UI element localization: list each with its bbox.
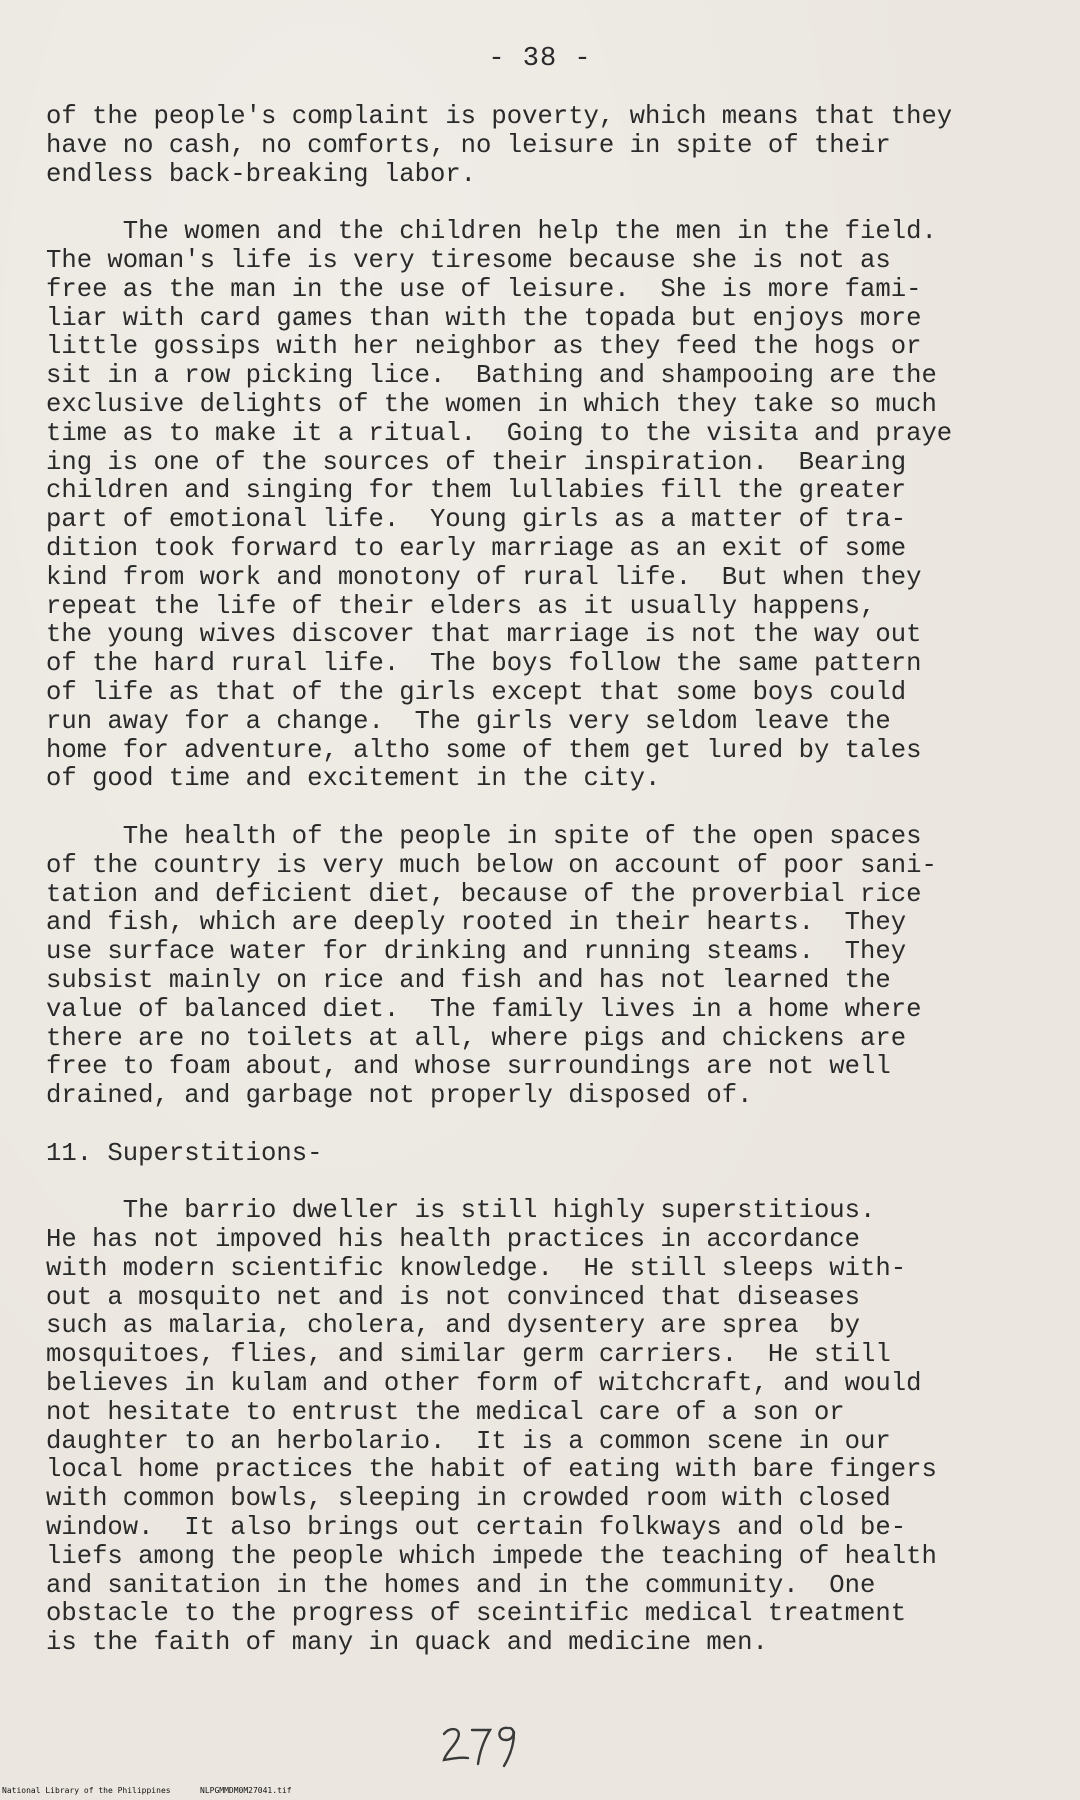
text-line: local home practices the habit of eating with bare fingers: [46, 1455, 937, 1485]
text-line: liar with card games than with the topada but enjoys more: [46, 303, 922, 333]
paragraph-gap: [46, 1111, 1056, 1140]
text-line: liefs among the people which impede the teaching of health: [46, 1541, 937, 1571]
paragraph-women-children: [46, 218, 1056, 794]
handwritten-page-mark: [438, 1720, 528, 1770]
text-line: out a mosquito net and is not convinced that diseases: [46, 1282, 861, 1312]
text-line: of life as that of the girls except that some boys could: [46, 677, 907, 707]
text-line: ing is one of the sources of their inspiration. Bearing: [46, 447, 907, 477]
scan-footer: [0, 1785, 1080, 1800]
text-line: with modern scientific knowledge. He still sleeps with-: [46, 1253, 907, 1283]
paragraph-gap: [46, 794, 1056, 823]
paragraph-gap: [46, 1168, 1056, 1197]
text-line: The women and the children help the men in the field.: [46, 217, 937, 247]
text-line: children and singing for them lullabies fill the greater: [46, 476, 907, 506]
text-line: subsist mainly on rice and fish and has not learned the: [46, 965, 891, 995]
text-line: and sanitation in the homes and in the community. One: [46, 1570, 876, 1600]
text-line: of the country is very much below on account of poor sani-: [46, 850, 937, 880]
text-line: dition took forward to early marriage as an exit of some: [46, 533, 907, 563]
text-line: with common bowls, sleeping in crowded room with closed: [46, 1484, 891, 1514]
paragraph-health: [46, 823, 1056, 1111]
text-line: of good time and excitement in the city.: [46, 764, 661, 794]
text-line: The barrio dweller is still highly superstitious.: [46, 1196, 876, 1226]
text-line: not hesitate to entrust the medical care of a son or: [46, 1397, 845, 1427]
text-line: sit in a row picking lice. Bathing and shampooing are the: [46, 361, 937, 391]
text-line: use surface water for drinking and running steams. They: [46, 937, 907, 967]
footer-library-name: National Library of the Philippines: [2, 1786, 171, 1795]
text-line: daughter to an herbolario. It is a common scene in our: [46, 1426, 891, 1456]
text-line: free as the man in the use of leisure. She is more fami-: [46, 274, 922, 304]
text-line: The woman's life is very tiresome because she is not as: [46, 245, 891, 275]
text-line: endless back-breaking labor.: [46, 159, 477, 189]
text-line: such as malaria, cholera, and dysentery are sprea by: [46, 1311, 861, 1341]
text-line: and fish, which are deeply rooted in their hearts. They: [46, 908, 907, 938]
text-line: exclusive delights of the women in which they take so much: [46, 389, 937, 419]
text-line: believes in kulam and other form of witchcraft, and would: [46, 1369, 922, 1399]
paragraph-gap: [46, 189, 1056, 218]
text-line: free to foam about, and whose surroundings are not well: [46, 1052, 891, 1082]
text-line: time as to make it a ritual. Going to the visita and praye: [46, 418, 953, 448]
section-heading: [46, 1140, 1056, 1169]
text-line: mosquitoes, flies, and similar germ carriers. He still: [46, 1340, 891, 1370]
text-line: window. It also brings out certain folkways and old be-: [46, 1513, 907, 1543]
text-line: there are no toilets at all, where pigs and chickens are: [46, 1023, 907, 1053]
document-body: [46, 103, 1056, 1658]
text-line: is the faith of many in quack and medicine men.: [46, 1628, 768, 1658]
footer-file-id: NLPGMMDM0M27041.tif: [200, 1786, 292, 1795]
text-line: have no cash, no comforts, no leisure in spite of their: [46, 130, 891, 160]
text-line: of the hard rural life. The boys follow the same pattern: [46, 649, 922, 679]
text-line: of the people's complaint is poverty, which means that they: [46, 102, 953, 131]
text-line: He has not impoved his health practices in accordance: [46, 1225, 861, 1255]
text-line: the young wives discover that marriage is not the way out: [46, 620, 922, 650]
text-line: value of balanced diet. The family lives in a home where: [46, 994, 922, 1024]
text-line: drained, and garbage not properly disposed of.: [46, 1081, 753, 1111]
paragraph-poverty: [46, 103, 1056, 189]
page-number: - 38 -: [488, 44, 592, 74]
text-line: tation and deficient diet, because of the proverbial rice: [46, 879, 922, 909]
section-heading-text: 11. Superstitions-: [46, 1138, 323, 1168]
text-line: repeat the life of their elders as it usually happens,: [46, 591, 876, 621]
text-line: part of emotional life. Young girls as a matter of tra-: [46, 505, 907, 535]
text-line: home for adventure, altho some of them get lured by tales: [46, 735, 922, 765]
text-line: kind from work and monotony of rural life. But when they: [46, 562, 922, 592]
text-line: run away for a change. The girls very seldom leave the: [46, 706, 891, 736]
paragraph-superstitions: [46, 1197, 1056, 1658]
text-line: little gossips with her neighbor as they feed the hogs or: [46, 332, 922, 362]
text-line: obstacle to the progress of sceintific medical treatment: [46, 1599, 907, 1629]
text-line: The health of the people in spite of the open spaces: [46, 821, 922, 851]
